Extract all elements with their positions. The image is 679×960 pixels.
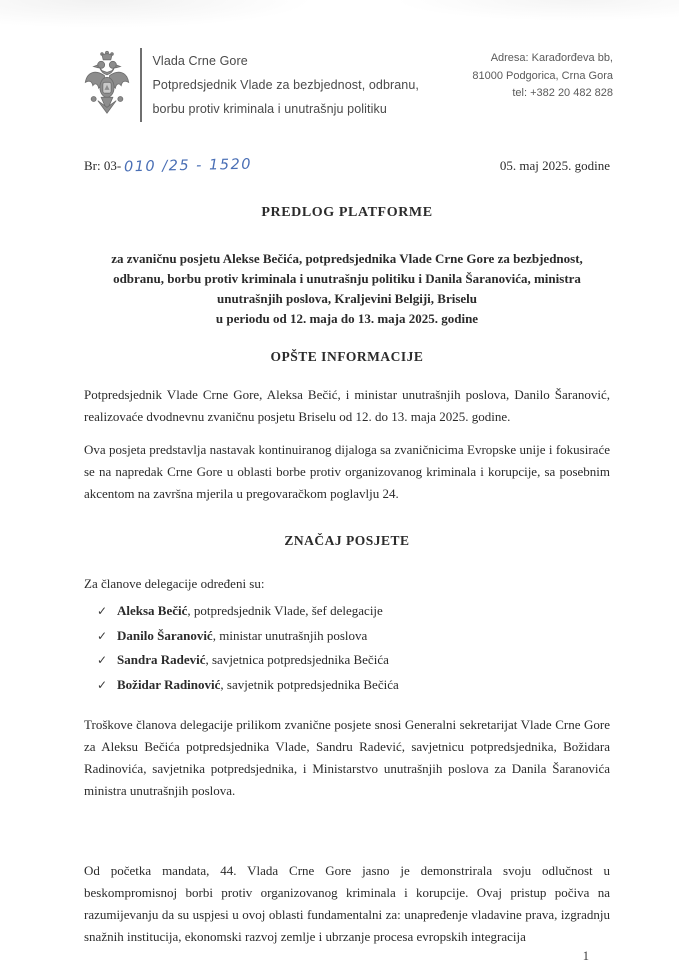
org-title-line1: Potpredsjednik Vlade za bezbjednost, odbranu, bbox=[152, 78, 419, 92]
delegation-list bbox=[84, 599, 610, 697]
meta-row bbox=[84, 158, 610, 174]
document-date: 05. maj 2025. godine bbox=[499, 158, 610, 173]
delegate-name: Aleksa Bečić bbox=[117, 603, 188, 618]
coat-of-arms-icon bbox=[82, 46, 132, 122]
delegate-role: , savjetnica potpredsjednika Bečića bbox=[205, 652, 389, 667]
document-number-handwritten: 010 /25 - 1520 bbox=[124, 156, 253, 176]
visit-period: u periodu od 12. maja do 13. maja 2025. godine bbox=[215, 311, 479, 326]
address-line2: 81000 Podgorica, Crna Gora bbox=[472, 69, 613, 82]
delegation-list-item bbox=[97, 624, 610, 649]
document-number-prefix: Br: 03- bbox=[84, 158, 122, 173]
letterhead-divider bbox=[140, 48, 142, 122]
delegate-role: , potpredsjednik Vlade, šef delegacije bbox=[187, 603, 383, 618]
general-info-paragraph-2: Ova posjeta predstavlja nastavak kontinuiranog dijaloga sa zvaničnicima Evropske unije i fokusiraće se na napredak Crne Gore u oblasti borbe protiv organizovanog kriminala i korupcije, sa posebnim akcentom na završna mjerila u pregovaračkom poglavlju 24. bbox=[84, 442, 610, 501]
letterhead bbox=[82, 46, 419, 122]
document-body bbox=[84, 198, 610, 960]
address-line1: Adresa: Karađorđeva bb, bbox=[490, 52, 613, 64]
document-subtitle: za zvaničnu posjetu Alekse Bečića, potpredsjednika Vlade Crne Gore za bezbjednost, odbranu, borbu protiv kriminala i unutrašnju politiku i Danila Šaranovića, ministra unutrašnjih poslova, Kraljevini Belgiji, Briselu bbox=[111, 251, 583, 306]
mandate-paragraph: Od početka mandata, 44. Vlada Crne Gore jasno je demonstrirala svoju odlučnost u beskompromisnoj borbi protiv organizovanog kriminala i korupcije. Ovaj pristup počiva na razumijevanju da su uspjesi u ovoj oblasti fundamentalni za: unapređenje vladavine prava, izgradnju snažnih institucija, ekonomski razvoj zemlje i ubrzanje procesa evropskih integracija bbox=[84, 863, 610, 944]
delegate-name: Danilo Šaranović bbox=[117, 627, 213, 643]
checkmark-icon: ✓ bbox=[97, 628, 108, 643]
org-block bbox=[153, 46, 420, 121]
address-block bbox=[472, 50, 613, 103]
checkmark-icon: ✓ bbox=[97, 653, 108, 667]
section-heading-general-info: OPŠTE INFORMACIJE bbox=[270, 349, 424, 364]
delegate-role: , ministar unutrašnjih poslova bbox=[212, 627, 368, 643]
delegation-list-item bbox=[97, 673, 610, 698]
checkmark-icon: ✓ bbox=[97, 677, 108, 692]
org-name: Vlada Crne Gore bbox=[152, 54, 248, 68]
address-line3: tel: +382 20 482 828 bbox=[512, 87, 613, 99]
document-number bbox=[84, 158, 252, 174]
delegation-intro: Za članove delegacije određeni su: bbox=[84, 576, 265, 591]
delegate-name: Sandra Radević bbox=[117, 652, 206, 667]
delegation-list-item bbox=[97, 648, 610, 673]
page-number: 1 bbox=[582, 949, 589, 960]
delegate-name: Božidar Radinović bbox=[117, 676, 221, 692]
section-heading-significance: ZNAČAJ POSJETE bbox=[284, 533, 410, 548]
org-title-line2: borbu protiv kriminala i unutrašnju politiku bbox=[152, 102, 387, 116]
delegate-role: , savjetnik potpredsjednika Bečića bbox=[220, 676, 399, 692]
checkmark-icon: ✓ bbox=[97, 604, 108, 618]
costs-paragraph: Troškove članova delegacije prilikom zvanične posjete snosi Generalni sekretarijat Vlade Crne Gore za Aleksu Bečića potpredsjednika Vlade, Sandru Radević, savjetnicu potpredsjednika, Božidara Radinovića, savjetnika potpredsjednika, i Ministarstvo unutrašnjih poslova za Danila Šaranovića ministra unutrašnjih poslova. bbox=[84, 717, 610, 798]
general-info-paragraph-1: Potpredsjednik Vlade Crne Gore, Aleksa Bečić, i ministar unutrašnjih poslova, Danilo Šaranović, realizovaće dvodnevnu zvaničnu posjetu Briselu od 12. do 13. maja 2025. godine. bbox=[84, 387, 610, 424]
delegation-list-item bbox=[97, 599, 610, 624]
page-title: PREDLOG PLATFORME bbox=[261, 205, 433, 220]
